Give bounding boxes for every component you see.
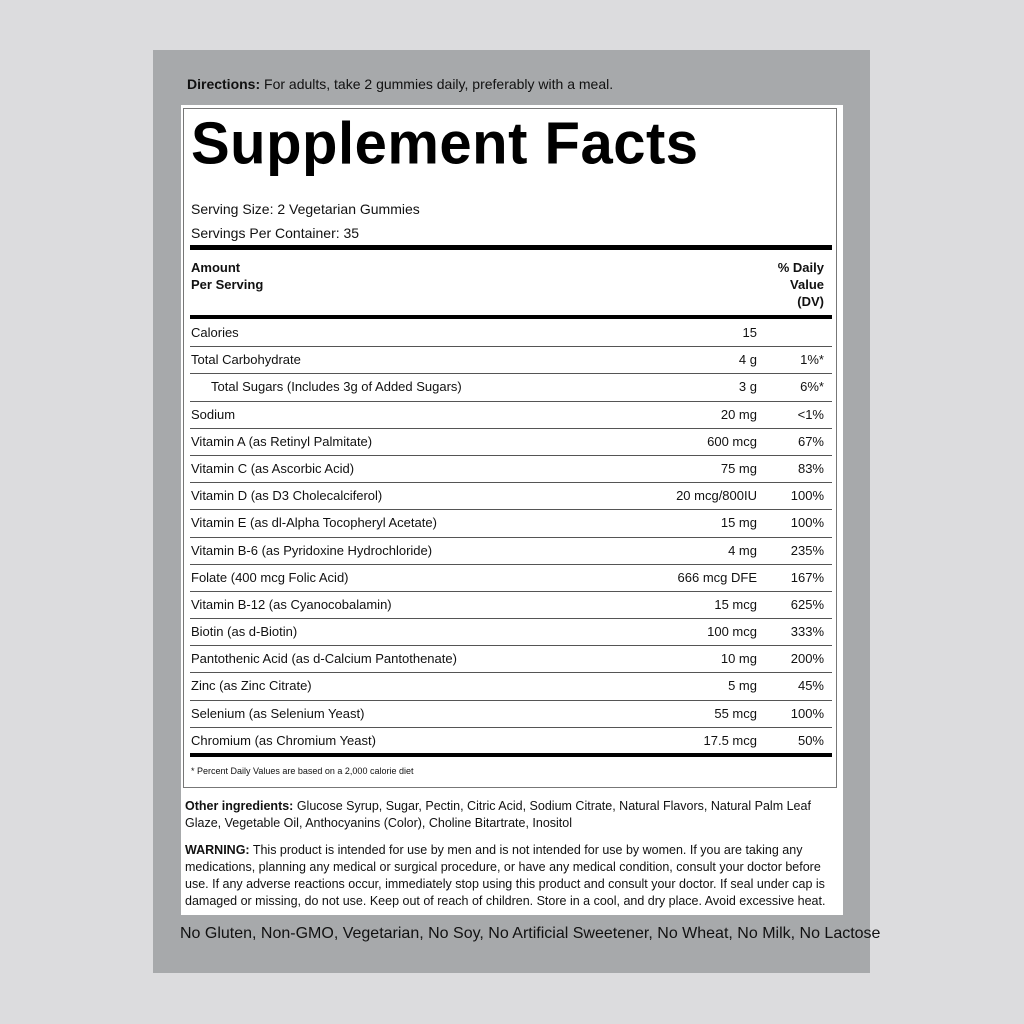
product-claims: No Gluten, Non-GMO, Vegetarian, No Soy, No Artificial Sweetener, No Wheat, No Milk, No Lactose [180,925,881,942]
nutrient-amount: 75 mg [720,460,757,476]
nutrient-amount: 20 mcg/800IU [676,488,757,504]
amount-header-line1: Amount [191,260,241,275]
amount-header-line2: Per Serving [191,277,264,292]
nutrient-dv: 100% [790,515,824,531]
thick-divider-header [190,315,832,319]
daily-value-header [740,259,824,310]
other-ingredients-label: Other ingredients: [185,799,294,813]
nutrient-dv: 45% [797,678,824,694]
warning [185,842,837,910]
directions-label: Directions: [187,76,261,92]
nutrient-amount: 100 mcg [707,624,757,640]
nutrient-amount: 17.5 mcg [703,732,757,748]
nutrient-amount: 5 mg [728,678,757,694]
table-row [190,646,832,673]
nutrient-amount: 10 mg [720,651,757,667]
nutrient-dv: 333% [790,624,824,640]
directions [187,76,613,92]
dv-header-line3: (DV) [797,294,824,309]
table-row [190,374,832,401]
serving-size: Serving Size: 2 Vegetarian Gummies [191,201,420,217]
table-row [190,402,832,429]
nutrient-name: Calories [191,325,239,340]
nutrient-name: Sodium [191,406,236,422]
nutrient-dv: 1%* [800,352,824,368]
nutrient-name: Vitamin A (as Retinyl Palmitate) [191,433,373,449]
table-row [190,592,832,619]
thick-divider-bottom [190,753,832,757]
table-row [190,673,832,700]
nutrient-dv: 625% [790,596,824,612]
nutrient-name: Selenium (as Selenium Yeast) [191,705,365,721]
nutrient-amount: 55 mcg [714,705,757,721]
table-row [190,347,832,374]
warning-text: This product is intended for use by men and is not intended for use by women. If you are taking any medications, planning any medical or surgical procedure, or have any medical condition, consult your doctor before use. If any adverse reactions occur, immediately stop using this product and consult your doctor. If seal under cap is damaged or missing, do not use. Keep out of reach of children. Store in a cool, and dry place. Avoid excessive heat. [185,843,826,908]
nutrient-dv: <1% [797,406,824,422]
nutrient-name: Total Carbohydrate [191,352,301,368]
nutrient-name: Vitamin C (as Ascorbic Acid) [191,460,355,476]
nutrient-name: Chromium (as Chromium Yeast) [191,732,376,748]
nutrient-name: Vitamin B-6 (as Pyridoxine Hydrochloride) [191,542,433,558]
other-ingredients-text: Glucose Syrup, Sugar, Pectin, Citric Acid, Sodium Citrate, Natural Flavors, Natural Palm Leaf Glaze, Vegetable Oil, Anthocyanins (Color), Choline Bitartrate, Inositol [185,799,811,830]
table-row [190,456,832,483]
servings-per-container: Servings Per Container: 35 [191,225,360,241]
other-ingredients [185,798,835,832]
nutrient-dv: 235% [790,542,824,558]
dv-header-line1: % Daily [777,260,824,275]
nutrient-dv: 200% [790,651,824,667]
nutrient-table [190,320,832,755]
table-row [190,701,832,728]
table-row [190,728,832,755]
amount-header [191,259,263,293]
table-row [190,483,832,510]
nutrient-amount: 15 [742,325,757,340]
table-row [190,510,832,537]
nutrient-name: Biotin (as d-Biotin) [191,624,298,640]
nutrient-dv: 100% [790,488,824,504]
nutrient-dv: 6%* [800,379,824,395]
nutrient-name: Folate (400 mcg Folic Acid) [191,569,349,585]
nutrient-name: Vitamin D (as D3 Cholecalciferol) [191,488,383,504]
dv-header-line2: Value [790,277,824,292]
page-title: Supplement Facts [191,110,699,177]
nutrient-amount: 15 mcg [714,596,757,612]
nutrient-amount: 666 mcg DFE [677,569,757,585]
table-row [190,429,832,456]
table-row [190,565,832,592]
footnote: * Percent Daily Values are based on a 2,000 calorie diet [191,766,414,776]
nutrient-amount: 4 mg [728,542,757,558]
nutrient-dv: 67% [797,433,824,449]
nutrient-name: Total Sugars (Includes 3g of Added Sugars) [211,379,462,395]
nutrient-name: Zinc (as Zinc Citrate) [191,678,312,694]
nutrient-name: Pantothenic Acid (as d-Calcium Pantothenate) [191,651,457,667]
nutrient-dv: 50% [797,732,824,748]
nutrient-name: Vitamin B-12 (as Cyanocobalamin) [191,596,392,612]
nutrient-amount: 20 mg [720,406,757,422]
table-row [190,320,832,347]
nutrient-dv: 83% [797,460,824,476]
directions-text: For adults, take 2 gummies daily, preferably with a meal. [260,76,614,92]
nutrient-amount: 4 g [738,352,757,368]
nutrient-amount: 3 g [738,379,757,395]
nutrient-dv: 100% [790,705,824,721]
nutrient-amount: 600 mcg [707,433,757,449]
serving-info [191,197,420,245]
warning-label: WARNING: [185,843,250,857]
table-row [190,619,832,646]
nutrient-dv: 167% [790,569,824,585]
nutrient-amount: 15 mg [720,515,757,531]
table-row [190,538,832,565]
nutrient-name: Vitamin E (as dl-Alpha Tocopheryl Acetate) [191,515,437,531]
thick-divider-top [190,245,832,250]
